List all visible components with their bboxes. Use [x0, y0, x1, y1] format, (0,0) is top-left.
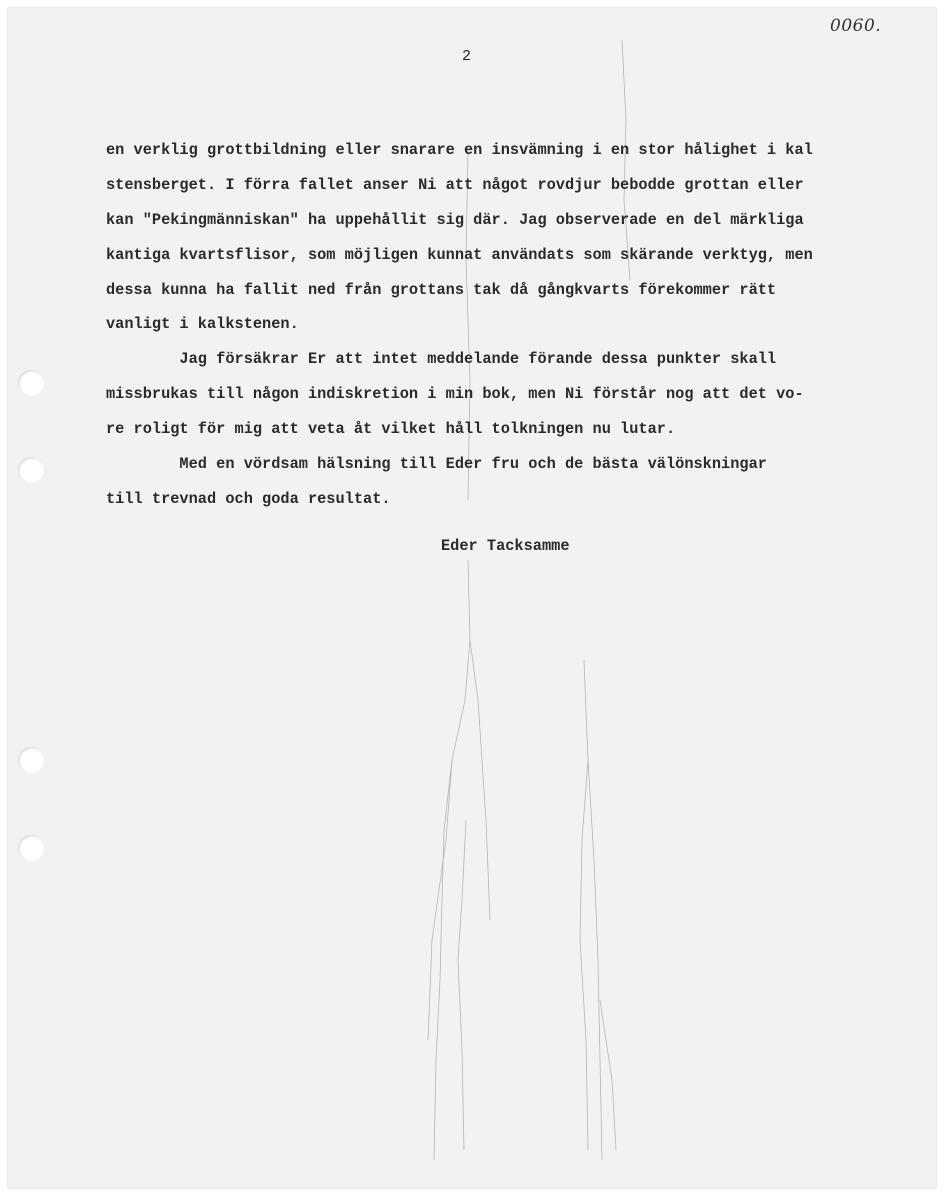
- body-line: till trevnad och goda resultat.: [106, 489, 391, 508]
- body-line: kan "Pekingmänniskan" ha uppehållit sig där. Jag observerade en del märkliga: [106, 210, 804, 229]
- archive-number: 0060.: [830, 16, 882, 36]
- punch-hole: [18, 457, 44, 483]
- punch-hole: [18, 370, 44, 396]
- body-line: en verklig grottbildning eller snarare en insvämning i en stor hålighet i kal: [106, 141, 813, 159]
- body-line: Med en vördsam hälsning till Eder fru och de bästa välönskningar: [106, 455, 767, 474]
- punch-hole: [18, 835, 44, 861]
- page-number: 2: [462, 48, 472, 65]
- body-line: Jag försäkrar Er att intet meddelande förande dessa punkter skall: [106, 350, 777, 369]
- letter-body: [106, 133, 926, 517]
- body-line: stensberget. I förra fallet anser Ni att något rovdjur bebodde grottan eller: [106, 175, 804, 194]
- body-line: vanligt i kalkstenen.: [106, 315, 299, 334]
- body-line: re roligt för mig att veta åt vilket håll tolkningen nu lutar.: [106, 420, 676, 439]
- body-line: dessa kunna ha fallit ned från grottans tak då gångkvarts förekommer rätt: [106, 280, 777, 299]
- closing-signature: Eder Tacksamme: [441, 537, 570, 555]
- body-line: kantiga kvartsflisor, som möjligen kunnat användats som skärande verktyg, men: [106, 245, 813, 264]
- punch-hole: [18, 747, 44, 773]
- body-line: missbrukas till någon indiskretion i min bok, men Ni förstår nog att det vo-: [106, 385, 804, 404]
